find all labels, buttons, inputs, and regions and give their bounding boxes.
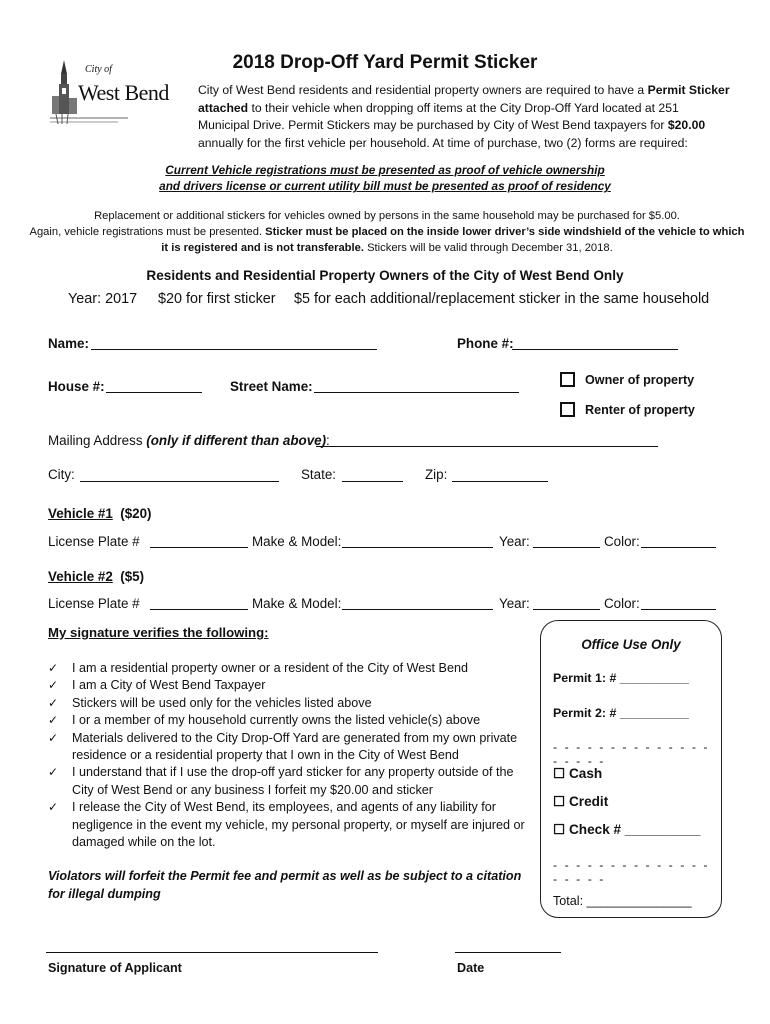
check-option[interactable]: ☐ Check # __________ bbox=[553, 822, 701, 837]
signature-line[interactable] bbox=[46, 952, 378, 953]
credit-option[interactable]: ☐ Credit bbox=[553, 794, 609, 809]
vehicle-1-year-field[interactable] bbox=[533, 547, 600, 548]
permit-1-field[interactable]: Permit 1: # __________ bbox=[553, 671, 689, 685]
vehicle-1-plate-field[interactable] bbox=[150, 547, 248, 548]
vehicle-2-heading: Vehicle #2 ($5) bbox=[48, 569, 145, 584]
divider: - - - - - - - - - - - - - - - - - - - bbox=[553, 858, 710, 886]
renter-label: Renter of property bbox=[585, 403, 695, 417]
check-icon: ✓ bbox=[48, 661, 59, 675]
office-heading: Office Use Only bbox=[581, 637, 681, 652]
list-item: ✓ I release the City of West Bend, its employees, and agents of any liability for negligence in the event my vehicle, my personal property, or myself are injured or damaged while on the lot. bbox=[48, 800, 525, 850]
name-field[interactable] bbox=[91, 349, 377, 350]
signature-label: Signature of Applicant bbox=[48, 961, 182, 975]
city-field[interactable] bbox=[80, 481, 279, 482]
name-label: Name: bbox=[48, 336, 89, 351]
owner-checkbox[interactable] bbox=[560, 372, 575, 387]
mailing-label: Mailing Address (only if different than above): bbox=[48, 433, 330, 448]
intro-text: City of West Bend residents and residential property owners are required to have a bbox=[198, 83, 648, 97]
check-icon: ✓ bbox=[48, 695, 59, 710]
zip-field[interactable] bbox=[452, 481, 548, 482]
intro-paragraph bbox=[198, 82, 732, 152]
vehicle-2-make-label: Make & Model: bbox=[252, 596, 342, 611]
vehicle-1-color-field[interactable] bbox=[641, 547, 716, 548]
check-icon: ✓ bbox=[48, 730, 59, 745]
replacement-text: Stickers will be valid through December 31, 2018. bbox=[363, 241, 613, 254]
vehicle-1-plate-label: License Plate # bbox=[48, 534, 140, 549]
replacement-text: Again, vehicle registrations must be presented. bbox=[29, 225, 266, 238]
city-label: City: bbox=[48, 467, 75, 482]
vehicle-2-plate-field[interactable] bbox=[150, 609, 248, 610]
violation-warning: Violators will forfeit the Permit fee and permit as well as be subject to a citation for illegal dumping bbox=[48, 869, 522, 901]
house-field[interactable] bbox=[106, 392, 202, 393]
list-item: ✓ Stickers will be used only for the vehicles listed above bbox=[48, 695, 536, 712]
office-use-box bbox=[540, 620, 722, 918]
vehicle-1-year-label: Year: bbox=[499, 534, 530, 549]
check-icon: ✓ bbox=[48, 765, 59, 780]
cash-option[interactable]: ☐ Cash bbox=[553, 766, 603, 781]
verify-heading: My signature verifies the following: bbox=[48, 625, 269, 640]
vehicle-1-make-label: Make & Model: bbox=[252, 534, 342, 549]
total-field[interactable]: Total: _______________ bbox=[553, 894, 692, 908]
fee-first: $20 for first sticker bbox=[158, 291, 276, 307]
fee-additional: $5 for each additional/replacement sticker in the same household bbox=[294, 291, 710, 307]
replacement-paragraph bbox=[26, 209, 748, 256]
vehicle-2-year-field[interactable] bbox=[533, 609, 600, 610]
list-item: ✓ Materials delivered to the City Drop-Off Yard are generated from my own private residence or a residential property that I own in the City of West Bend bbox=[48, 730, 518, 763]
check-icon: ✓ bbox=[48, 800, 59, 815]
owner-label: Owner of property bbox=[585, 373, 695, 387]
replacement-bold: Sticker must be placed on the inside lower driver’s side windshield of the vehicle to which it is registered and is not transferable. bbox=[161, 225, 745, 254]
proof-line-2: and drivers license or current utility bill must be presented as proof of residency bbox=[159, 179, 611, 194]
date-line[interactable] bbox=[455, 952, 561, 953]
house-label: House #: bbox=[48, 379, 105, 394]
date-label: Date bbox=[457, 961, 485, 975]
logo-city-of: City of bbox=[85, 64, 112, 75]
check-icon: ✓ bbox=[48, 678, 59, 693]
check-icon: ✓ bbox=[48, 713, 59, 728]
vehicle-1-heading: Vehicle #1 ($20) bbox=[48, 506, 152, 521]
vehicle-1-color-label: Color: bbox=[604, 534, 640, 549]
state-label: State: bbox=[301, 467, 336, 482]
permit-2-field[interactable]: Permit 2: # __________ bbox=[553, 706, 689, 720]
verify-checklist bbox=[48, 660, 536, 851]
divider: - - - - - - - - - - - - - - - - - - - bbox=[553, 740, 710, 768]
phone-field[interactable] bbox=[512, 349, 678, 350]
vehicle-1-make-field[interactable] bbox=[342, 547, 493, 548]
state-field[interactable] bbox=[342, 481, 403, 482]
renter-checkbox[interactable] bbox=[560, 402, 575, 417]
vehicle-2-make-field[interactable] bbox=[342, 609, 493, 610]
list-item: ✓ I understand that if I use the drop-off yard sticker for any property outside of the City of West Bend or any business I forfeit my $20.00 and sticker bbox=[48, 765, 514, 797]
list-item: ✓ I am a City of West Bend Taxpayer bbox=[48, 677, 536, 694]
intro-text: annually for the first vehicle per household. At time of purchase, two (2) forms are required: bbox=[198, 135, 688, 150]
page-title: 2018 Drop-Off Yard Permit Sticker bbox=[232, 52, 538, 73]
intro-bold-permit: Permit Sticker attached bbox=[198, 83, 730, 115]
phone-label: Phone #: bbox=[457, 336, 514, 351]
vehicle-2-plate-label: License Plate # bbox=[48, 596, 140, 611]
list-item: ✓ I or a member of my household currently owns the listed vehicle(s) above bbox=[48, 712, 536, 729]
replacement-text: Replacement or additional stickers for vehicles owned by persons in the same household may be purchased for $5.00. bbox=[94, 210, 680, 222]
fee-year: Year: 2017 bbox=[68, 291, 138, 307]
street-label: Street Name: bbox=[230, 379, 313, 394]
intro-text: to their vehicle when dropping off items at the City Drop-Off Yard located at 251 Municipal Drive. Permit Stickers may be purchased by City of West Bend taxpayers for bbox=[198, 100, 679, 133]
vehicle-2-color-label: Color: bbox=[604, 596, 640, 611]
list-item: ✓ I am a residential property owner or a resident of the City of West Bend bbox=[48, 660, 536, 677]
mailing-field[interactable] bbox=[316, 446, 658, 447]
logo-west-bend: West Bend bbox=[78, 80, 169, 105]
vehicle-2-color-field[interactable] bbox=[641, 609, 716, 610]
proof-line-1: Current Vehicle registrations must be presented as proof of vehicle ownership bbox=[165, 163, 605, 177]
street-field[interactable] bbox=[314, 392, 519, 393]
proof-requirements bbox=[0, 162, 770, 195]
intro-bold-price: $20.00 bbox=[667, 118, 706, 133]
city-logo bbox=[48, 58, 178, 128]
vehicle-2-year-label: Year: bbox=[499, 596, 530, 611]
section-heading: Residents and Residential Property Owners of the City of West Bend Only bbox=[146, 268, 624, 283]
zip-label: Zip: bbox=[425, 467, 448, 482]
